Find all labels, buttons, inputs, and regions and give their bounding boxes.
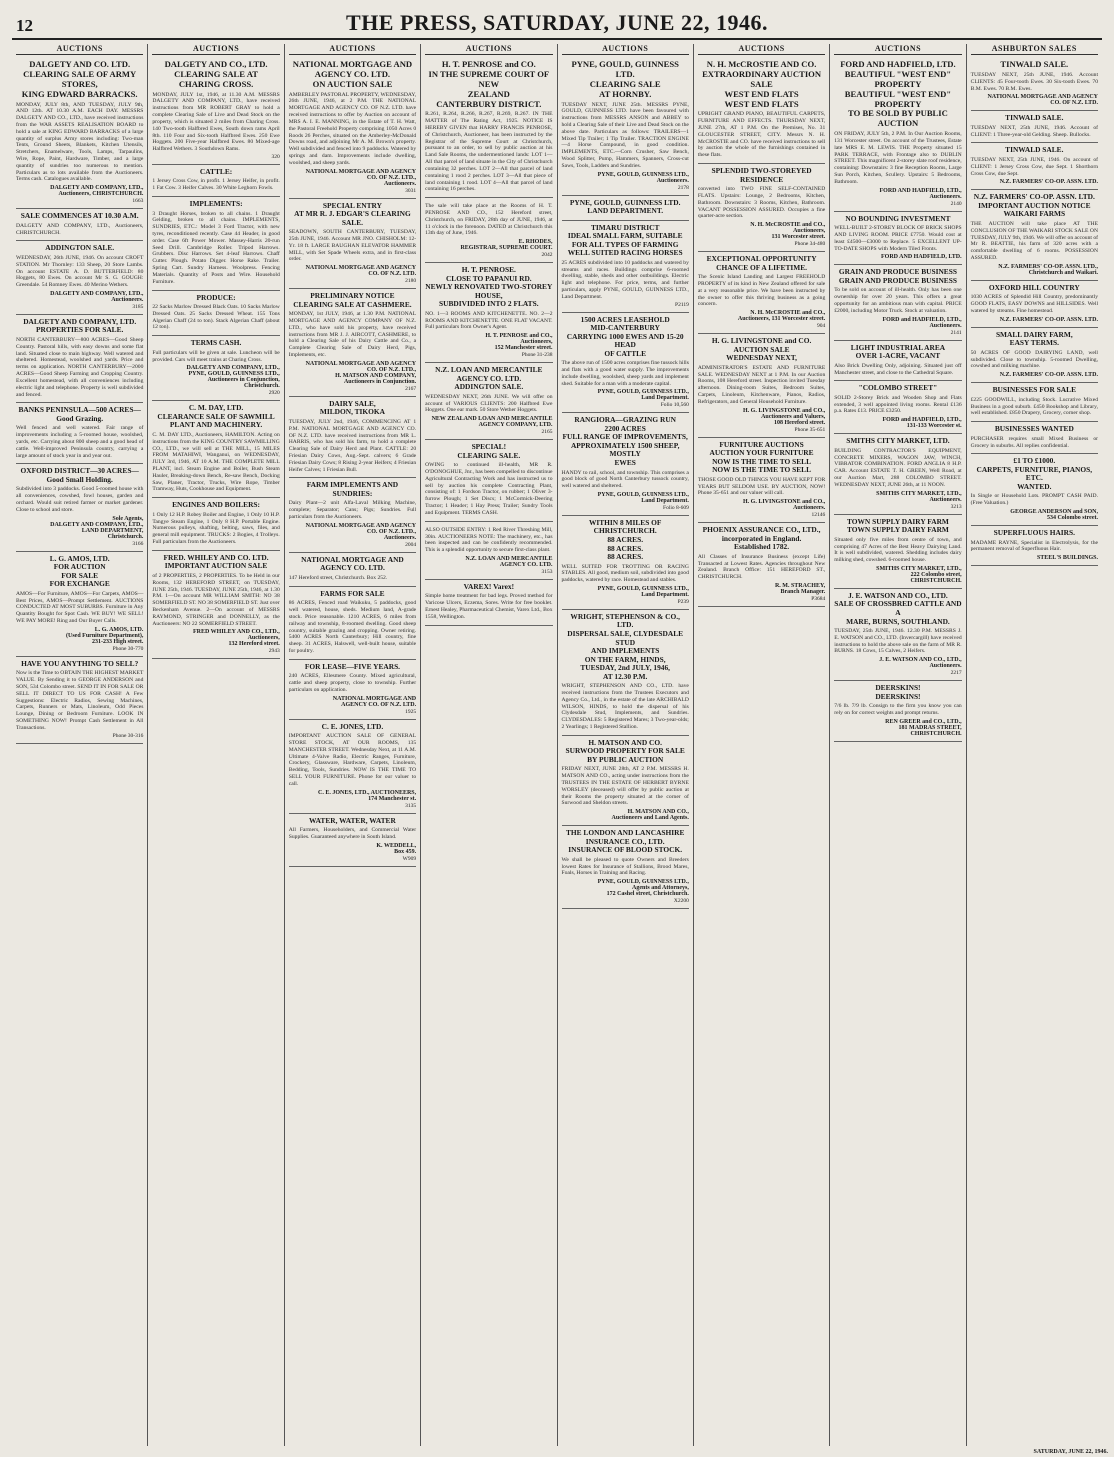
column-6: [694, 44, 830, 1446]
ad-body: MONDAY, 1st JULY, 1946, at 1.30 P.M. NATIONAL MORTGAGE AND AGENCY COMPANY OF N.Z. LTD., who have sold his property, have received instructions from MR J. J. AIRCOTT, CASHMERE, to hold a Clearing Sale of his Dairy Cattle and Co., a Complete Clearing Sale of Dairy Herd, Pigs, Implements, etc.: [288, 311, 417, 359]
ad-heading: BUSINESSES WANTED: [994, 424, 1074, 434]
ad-signature: NATIONAL MORTGAGE AND AGENCY CO. OF N.Z. LTD.: [332, 695, 417, 708]
ad-reference: Folio 10,560: [660, 402, 689, 409]
classified-ad: [16, 657, 143, 744]
classified-ad: [834, 381, 961, 434]
column-heading: AUCTIONS: [152, 44, 279, 55]
ad-heading: PYNE, GOULD, GUINNESS LTD. LAND DEPARTMENT.: [569, 197, 681, 216]
ad-body: SEADOWN, SOUTH CANTERBURY, TUESDAY, 25th JUNE, 1946. Account MR JNO. CHISHOLM: 12-Yr. 18 ft. LARGE BAUGHAN ELEVATOR HAMMER MILL, with Set Spade Wheels extra, and in first-class order.: [288, 229, 417, 263]
classified-ad: [834, 515, 961, 589]
ad-heading: DAIRY SALE, MILDON, TIKOKA: [319, 398, 386, 417]
column-5: [558, 44, 694, 1446]
ad-body: TUESDAY NEXT, 25th JUNE, 1946. On account of CLIENT: 1 Jersey Cross Cow, due Sept. 1 Shorthorn Cross Cow, due Sept.: [970, 156, 1098, 177]
ad-signature: N.Z. LOAN AND MERCANTILE AGENCY CO. LTD.: [465, 555, 553, 568]
ad-heading: CATTLE:: [199, 166, 233, 176]
ad-heading: BUSINESSES FOR SALE: [992, 385, 1076, 395]
ad-heading: TINWALD SALE.: [1005, 145, 1064, 155]
classified-ad: [971, 422, 1098, 454]
ad-signature: DALGETY AND COMPANY, LTD., PYNE, GOULD, GUINNESS LTD., Auctioneers in Conjunction, Christchurch.: [186, 365, 280, 390]
ad-heading: THE LONDON AND LANCASHIRE INSURANCE CO., LTD. INSURANCE OF BLOOD STOCK.: [565, 828, 685, 855]
ad-body: All Classes of Insurance Business (except Life) Transacted at Lowest Rates. Agencies throughout New Zealand. Branch Office: 151 HEREFORD ST., CHRISTCHURCH.: [697, 553, 826, 581]
ad-heading: NATIONAL MORTGAGE AND AGENCY CO. LTD. ON AUCTION SALE: [292, 59, 413, 89]
ad-heading: ADDINGTON SALE.: [45, 243, 115, 253]
classified-ad: [152, 197, 279, 290]
column-8: [967, 44, 1102, 1446]
column-heading: AUCTIONS: [834, 44, 961, 55]
ad-heading: £1 TO £1000. CARPETS, FURNITURE, PIANOS, ETC. WANTED.: [976, 456, 1093, 491]
ad-body: TUESDAY NEXT, 25th JUNE, 1946. Account CLIENTS: 45 Four-tooth Ewes. 30 Six-tooth Ewes. 70 B.M. Ewes. 70 B.M. Ewes.: [970, 71, 1098, 92]
classified-ad: [971, 143, 1098, 190]
ad-heading: OXFORD DISTRICT—30 ACRES—Good Small Holding.: [20, 466, 139, 484]
ad-signature: H. G. LIVINGSTONE and CO., Auctioneers.: [743, 499, 826, 512]
classified-ad: [834, 341, 961, 382]
ad-body: of 2 PROPERTIES, 2 PROPERTIES. To be Held in our Rooms, 132 HEREFORD STREET, on TUESDAY, JUNE 25th, 1946. TUESDAY, JUNE 25th, 1946, at 1.30 P.M. 1—On account MR WILLIAM SMITH: NO 38 SOMERFIELD ST. NO 38 SOMERFIELD ST. Just over Beckenham Avenue. 2—On account of MESSRS RAYMOND, STRINGER and DONNELLY, as the Auctioneers: NO 22 SOMERFIELD STREET.: [152, 572, 280, 627]
ad-signature: N.Z. FARMERS' CO-OP. ASSN. LTD.: [999, 372, 1098, 379]
ad-body: 50 ACRES OF GOOD DAIRYING LAND, well subdivided. Close to township. 5-roomed Dwelling, cowshed and milking machine.: [970, 349, 1098, 370]
ad-reference: 2042: [541, 252, 553, 259]
ad-heading: NO BOUNDING INVESTMENT: [845, 213, 951, 223]
ad-signature: NATIONAL MORTGAGE AND AGENCY CO. OF N.Z. LTD., Auctioneers.: [305, 168, 417, 187]
ad-reference: 1663: [132, 198, 144, 205]
ad-reference: 1925: [405, 708, 417, 715]
ad-heading: LIGHT INDUSTRIAL AREA OVER 1-ACRE, VACANT: [850, 342, 946, 361]
ad-signature: N.Z. FARMERS' CO-OP. ASSN. LTD., Christchurch and Waikari.: [998, 263, 1098, 276]
classified-ad: [971, 328, 1098, 383]
ad-body: 1 Jersey Cross Cow, in profit. 1 Jersey Heifer, in profit. 1 Fat Cow. 3 Heifer Calves. 30 White Leghorn Fowls.: [152, 178, 280, 192]
ad-signature: N. H. McCROSTIE and CO., Auctioneers, 131 Worcester street.: [737, 310, 826, 323]
ad-reference: X2200: [673, 898, 689, 905]
ad-signature: FORD and HADFIELD, LTD., 131-133 Worcester st.: [882, 417, 962, 430]
ad-heading: SUPERFLUOUS HAIRS.: [993, 528, 1075, 538]
ad-reference: 904: [817, 323, 826, 330]
ad-reference: 3031: [405, 187, 417, 194]
ad-heading: "COLOMBO STREET": [858, 383, 938, 393]
ad-body: WEDNESDAY NEXT, 26th JUNE. We will offer on account of VARIOUS CLIENTS: 200 Halfbred Ewe Hoggets. One ear mark. 50 Store Wether Hoggets.: [425, 393, 553, 414]
ad-reference: 2217: [950, 670, 962, 677]
classified-ad: [425, 522, 552, 580]
ad-heading: TIMARU DISTRICT IDEAL SMALL FARM, SUITABLE FOR ALL TYPES OF FARMING WELL SUITED RACING HORSES: [567, 222, 683, 258]
ad-body: 7/6 lb. 7/9 lb. Consign to the firm you know you can rely on for correct weights and prompt returns.: [834, 703, 962, 717]
classified-ad: [289, 587, 416, 660]
ad-body: In Single or Household Lots. PROMPT CASH PAID. (Free Valuation.): [970, 493, 1098, 507]
classified-ad: [562, 610, 689, 736]
ad-body: To be sold on account of ill-health. Only has been one ownership for over 20 years. This offers a great opportunity for an ambitious man with capital. PRICE £2000, including Motor Truck. Stock at valuation.: [834, 287, 962, 314]
classified-ad: [425, 263, 552, 363]
ad-signature: K. WEDDELL, Box 459.: [376, 842, 417, 855]
ad-body: 147 Hereford street, Christchurch. Box 252.: [288, 574, 388, 581]
ad-reference: 2004: [405, 541, 417, 548]
ad-signature: NATIONAL MORTGAGE AND AGENCY CO. OF N.Z. LTD., Auctioneers.: [305, 522, 417, 541]
ad-signature: N.Z. FARMERS' CO-OP. ASSN. LTD.: [999, 179, 1098, 186]
ad-heading: WATER, WATER, WATER: [309, 815, 396, 825]
classified-ad: [16, 464, 143, 551]
ad-heading: FARM IMPLEMENTS AND SUNDRIES:: [306, 480, 399, 498]
ad-heading: FORD AND HADFIELD, LTD. BEAUTIFUL "WEST END" PROPERTY BEAUTIFUL "WEST END" PROPERTY TO BE SOLD BY PUBLIC AUCTION: [840, 59, 956, 129]
ad-signature: L. G. AMOS, LTD. (Used Furniture Department), 231-233 High street.: [65, 626, 144, 645]
ad-body: MONDAY, JULY 1st, 1946, at 11.30 A.M. MESSRS DALGETY AND COMPANY, LTD., have received instructions from MR ROBERT GRAY to hold a complete Clearing Sale of Live and Dead Stock on the property, which is situated 2 miles from Charing Cross. 140 Two-tooth Halfbred Ewes, South down rams April 8th. 110 Four and Six-tooth Halfbred Ewes. 250 Ewe Hoggets. 200 Five-year Halfbred Ewes. 80 Mixed-age Halfbred Wethers. 3 Southdown Rams.: [152, 91, 280, 153]
classified-ad: [425, 580, 552, 626]
ad-reference: P239: [677, 598, 689, 605]
ad-body: Also Brick Dwelling Only, adjoining. Situated just off Manchester street, and close to the Cathedral Square.: [834, 362, 962, 376]
classified-ad: [16, 241, 143, 315]
newspaper-title: THE PRESS, SATURDAY, JUNE 22, 1946.: [346, 10, 768, 35]
classified-ad: [16, 315, 143, 403]
classified-ad: [152, 498, 279, 551]
classified-ad: [971, 454, 1098, 526]
ad-signature: FRED WHILEY AND CO., LTD., Auctioneers, 132 Hereford street.: [192, 629, 280, 648]
ad-body: ON FRIDAY, JULY 5th, 2 P.M. In Our Auction Rooms, 131 Worcester street. On account of the Trustees, Estate late MRS E. M. LEWIS. THE Property situated 15 PARK TERRACE, with Frontage also to DUBLIN STREET. This magnificent 2-storey slate roof residence, containing: Downstairs: 3 fine Reception Rooms, Large Sun Porch, Kitchen, Scullery. Upstairs: 5 Bedrooms, Bathroom.: [834, 131, 962, 185]
ad-heading: BANKS PENINSULA—500 ACRES—Good Grazing.: [18, 405, 141, 423]
ad-body: TUESDAY, JULY 2nd, 1946, COMMENCING AT 1 P.M. NATIONAL MORTGAGE AND AGENCY CO. OF N.Z. LTD. have received instructions from MR L. HARRIS, who has sold his farm, to hold a complete Clearing Sale of Dairy Herd and Plant. CATTLE: 20 Friesian Dairy Cows, Aug.-Sept. calvers; 6 Grade Friesian Dairy Cows; 8 Rising 2-year Heifers; 4 Friesian Heifer Calves; 1 Friesian Bull.: [288, 418, 417, 473]
ad-heading: VAREX! Varex!: [463, 581, 515, 591]
ad-body: ADMINISTRATOR'S ESTATE AND FURNITURE SALE. WEDNESDAY NEXT at 1 P.M. In our Auction Rooms, 108 Hereford street. Inspection invited Tuesday afternoon. Dining-room Suites, Bedroom Suites, Carpets, Linoleum, Kitchenware, Pianos, Radios, Refrigerators, and General Household Furniture.: [697, 364, 826, 405]
ad-body: 22 Sacks Marlow Dressed Black Oats. 10 Sacks Marlow Dressed Oats. 25 Sacks Dressed Wheat. 155 Tons Algerian Chaff (24 to ton). Stack Algerian Chaff (about 12 ton).: [152, 304, 280, 331]
column-4: [421, 44, 557, 1446]
column-2: [148, 44, 284, 1446]
classified-ad: [698, 252, 825, 334]
ad-body: 86 ACRES, Fenced road Waikuku, 5 paddocks, good well watered, house, sheds. Medium land, A-grade stock. Price reasonable. 1210 ACRES, 6 miles from railway and township, 8-roomed dwelling. Good sheep country, suitable grazing and cropping. Owner retiring. 5400 ACRES North Canterbury; Hill country, fine sheep. 31 ACRES, Halswell, well-built house, suitable for poultry.: [288, 600, 417, 654]
ad-heading: RANGIORA—GRAZING RUN 2200 ACRES FULL RANGE OF IMPROVEMENTS, APPROXIMATELY 1500 SHEEP, MOSTLY EWES: [562, 415, 688, 467]
footer-date: SATURDAY, JUNE 22, 1946.: [1033, 1449, 1108, 1455]
ad-signature: J. E. WATSON AND CO., LTD., Auctioneers.: [879, 657, 962, 670]
classified-ad: [971, 383, 1098, 422]
ad-reference: Phone 30-316: [112, 732, 144, 739]
ad-heading: J. E. WATSON AND CO., LTD. SALE OF CROSSBRED CATTLE AND A MARE, BURNS, SOUTHLAND.: [834, 590, 962, 626]
ad-reference: Phone 30-770: [112, 645, 144, 652]
column-7: [830, 44, 966, 1446]
ad-body: FRIDAY NEXT, JUNE 28th, AT 2 P.M. MESSRS H. MATSON AND CO., acting under instructions from the TRUSTEES IN THE ESTATE OF HERBERT BYRNE WORSLEY (deceased) will offer by public auction at their Rooms the property situated at the corner of Surwood and Sheldon streets.: [561, 766, 689, 807]
classified-ad: [152, 551, 279, 660]
ad-body: OWING to continued ill-health, MR R. O'DONOGHUE, Jnr., has been compelled to discontinue Agricultural Contracting Work and has instructed us to sell by auction his complete Contracting Plant, consisting of: 1 Fordson Tractor, on rubber; 1 Oliver 3-furrow Plough; 1 Set Discs; 1 McCormick-Deering Tractor; 1 Header; 1 Hay Press; Trailer; Sundry Tools and Equipment. TERMS CASH.: [425, 462, 553, 516]
ad-body: 1 Only 12 H.P. Robey Boiler and Engine, 1 Only 10 H.P. Tangye Steam Engine, 1 Only 8 H.P. Portable Engine. Numerous pulleys, shafting, belting, saws, files, and general mill equipment. TRUCKS: 2 Bogies, 4 Trolleys. Full particulars from the Auctioneers.: [152, 511, 280, 546]
ad-body: NORTH CANTERBURY—800 ACRES—Good Sheep Country. Pastoral hills, with easy downs and some flat land. Situated close to main highway. Well watered and sheltered. Homestead, woolshed and yards. Price and terms on application. NORTH CANTERBURY—2000 ACRES—Good Sheep Farming and Cropping Country. Excellent homestead, with all conveniences including electric light and telephone. Property is well subdivided and fenced.: [16, 337, 144, 398]
ad-signature: PYNE, GOULD, GUINNESS LTD., Agents and Attorneys, 172 Cashel street, Christchurch.: [597, 879, 689, 898]
ad-body: WELL-BUILT 2-STOREY BLOCK OF BRICK SHOPS AND LIVING ROOM. PRICE £7750. Would cost at least £4500—£3000 to Replace. 5 EXCELLENT UP-TO-DATE SHOPS with Modern Tiled Fronts.: [834, 225, 962, 252]
ad-body: 240 ACRES, Ellesmere County. Mixed agricultural, cattle and sheep property, close to township. Further particulars on application.: [288, 673, 417, 693]
ad-body: R.261, R.264, R.266, R.267, R.269, R.267. IN THE MATTER of The Rating Act, 1925. NOTICE IS HEREBY GIVEN that HARRY FRANCIS PENROSE, of Christchurch, Auctioneer, has been instructed by the Registrar of the Supreme Court at Christchurch, pursuant to an order, to sell by public auction at his Land Sale Rooms, the undermentioned lands: LOT 1—All that parcel of land situate in the City of Christchurch containing 32 perches. LOT 2—All that parcel of land containing 1 rood 2 perches. LOT 3—All that piece of land containing 1 rood. LOT 4—All that parcel of land containing 16 perches.: [425, 111, 553, 193]
classified-ad: [698, 57, 825, 164]
classified-ad: [152, 291, 279, 337]
ad-body: Full particulars will be given at sale. Luncheon will be provided. Cars will meet trains at Charing Cross.: [152, 349, 280, 363]
classified-ad: [971, 57, 1098, 111]
classified-ad: [834, 434, 961, 514]
ad-heading: FRED. WHILEY AND CO. LTD. IMPORTANT AUCTION SALE: [163, 552, 269, 571]
ad-signature: NATIONAL MORTGAGE AND AGENCY CO. OF N.Z. LTD.: [305, 265, 417, 278]
ad-reference: P2119: [675, 301, 689, 308]
ad-body: PURCHASER requires small Mixed Business or Grocery in suburbs. All replies confidential.: [970, 435, 1098, 449]
classified-ad: [16, 209, 143, 241]
ad-heading: DALGETY AND CO., LTD. CLEARING SALE AT CHARING CROSS.: [164, 59, 268, 89]
ad-heading: FURNITURE AUCTIONS AUCTION YOUR FURNITURE NOW IS THE TIME TO SELL NOW IS THE TIME TO SELL: [709, 439, 814, 475]
ad-heading: FARMS FOR SALE: [320, 588, 385, 598]
ad-body: NO. 1—3 ROOMS AND KITCHENETTE. NO. 2—2 ROOMS AND KITCHENETTE. ONE FLAT VACANT. Full particulars from Owner's Agent.: [425, 310, 553, 331]
ad-signature: Sole Agents, DALGETY AND COMPANY, LTD., LAND DEPARTMENT, Christchurch.: [50, 515, 144, 540]
ad-heading: H. G. LIVINGSTONE and CO. AUCTION SALE WEDNESDAY NEXT,: [711, 336, 812, 363]
classified-ad: [289, 660, 416, 720]
ad-body: AMBERLEY PASTORAL PROPERTY, WEDNESDAY, 26th JUNE, 1946, at 2 P.M. THE NATIONAL MORTGAGE AND AGENCY CO. OF N.Z. LTD. have received instructions to offer by Auction on account of MRS A. I. E. MANNING, in the Estate of T. H. Watt, the Pastoral Freehold Property comprising 1050 Acres 0 Roods 26 Perches, situated on the Amberley-McDonald Downs road, and adjoining Mr A. M. Brown's property. Well subdivided and fenced into 9 paddocks. Watered by springs and dam. Improvements include dwelling, woolshed, and sheep yards.: [288, 91, 417, 166]
columns-container: [12, 44, 1102, 1446]
classified-ad: [289, 478, 416, 552]
ad-body: ALSO OUTSIDE ENTRY: 1 Red River Threshing Mill, 30in. AUCTIONEERS NOTE: The machinery, etc., has been inspected and can be confidently recommended. This is a splendid opportunity to secure first-class plant.: [425, 526, 553, 554]
ad-signature: C. E. JONES, LTD., AUCTIONEERS, 174 Manchester st.: [317, 789, 417, 802]
column-heading: AUCTIONS: [16, 44, 143, 55]
ad-body: Dairy Plant—2 unit Alfa-Laval Milking Machine, complete; Separator; Cans; Pigs; Sundries. Full particulars from the Auctioneers.: [288, 500, 417, 521]
ad-heading: N.Z. FARMERS' CO-OP. ASSN. LTD. IMPORTANT AUCTION NOTICE WAIKARI FARMS: [973, 192, 1095, 219]
ad-signature: NEW ZEALAND LOAN AND MERCANTILE AGENCY COMPANY, LTD.: [431, 416, 553, 429]
ad-heading: PYNE, GOULD, GUINNESS LTD. CLEARING SALE AT HORNBY.: [571, 59, 679, 99]
ad-signature: N. H. McCROSTIE and CO., Auctioneers, 131 Worcester street.: [750, 222, 826, 241]
ad-body: 3 Draught Horses, broken to all chains. 1 Draught Gelding, broken to all chains. IMPLEMENTS, SUNDRIES, ETC.: Model 3 Ford Tractor, with new tyres, reconditioned recently. Case 44 Header, in good order. Case 6ft Power Mower. Massey-Harris 20-run Seed Drill. Cambridge Roller. Tripod Harrows. Grubbers. Disc Harrows. Set 4-leaf Harrows. Chaff Cutter. Plough. Potato Digger. Horse Rake. Trailer. Spring Cart. Sundry Harness. Woolpress. Fencing Materials. Quantity of Posts and Wire. Household Furniture.: [152, 210, 280, 285]
ad-reference: 3135: [405, 802, 417, 809]
ad-heading: PRELIMINARY NOTICE CLEARING SALE AT CASHMERE.: [293, 291, 412, 309]
ad-heading: TOWN SUPPLY DAIRY FARM TOWN SUPPLY DAIRY FARM: [846, 516, 949, 535]
ad-reference: 2167: [405, 385, 417, 392]
classified-ad: [289, 289, 416, 397]
ad-body: The Scenic Island Landing and Largest FREEHOLD PROPERTY of its kind in New Zealand offered for sale at a very reasonable price. We have been instructed by the owner to offer this thriving business as a going concern.: [697, 274, 826, 308]
masthead: [12, 10, 1102, 40]
classified-ad: [834, 589, 961, 681]
ad-body: All Farmers, Householders, and Commercial Water Supplies. Guaranteed anywhere in South Island.: [288, 827, 417, 841]
classified-ad: [289, 199, 416, 290]
classified-ad: [698, 523, 825, 607]
ad-body: MONDAY, JULY 8th, AND TUESDAY, JULY 9th, AND 12th. AT 10.30 A.M. EACH DAY. MESSRS DALGETY AND CO., LTD., have received instructions from the WAR ASSETS REALISATION BOARD to hold a sale at KING EDWARD BARRACKS of a large quantity of surplus Army stores including: Two-man Tents, Ground Sheets, Blankets, Kitchen Utensils, Stretchers, Enamelware, Tools, Lamps, Tarpaulins, Wire, Rope, Paint, Hardware, Timber, and a large quantity of sundries too numerous to mention. Particulars as to lots available from the Auctioneers. Terms cash. Catalogues available.: [16, 101, 144, 183]
ad-body: SOLID 2-Storey Brick and Wooden Shop and Flats extended, 3 well appointed living rooms. Rental £136 p.a. Rates £13. PRICE £3250.: [834, 394, 962, 415]
column-heading: ASHBURTON SALES: [971, 44, 1098, 55]
column-heading: AUCTIONS: [289, 44, 416, 55]
ad-heading: OXFORD HILL COUNTRY: [988, 282, 1080, 292]
classified-ad: [698, 164, 825, 252]
classified-ad: [152, 57, 279, 165]
ad-body: THOSE GOOD OLD THINGS YOU HAVE KEPT FOR YEARS BUT SELDOM USE. BY AUCTION, NOW! Phone 35-651 and our valuer will call.: [697, 476, 826, 497]
ad-signature: GEORGE ANDERSON and SON, 534 Colombo street.: [1010, 509, 1098, 522]
ad-heading: IMPLEMENTS:: [189, 199, 243, 209]
ad-signature: STEEL'S BUILDINGS.: [1036, 555, 1098, 562]
ad-heading: WITHIN 8 MILES OF CHRISTCHURCH. 88 ACRES. 88 ACRES. 88 ACRES.: [588, 517, 662, 562]
classified-ad: [152, 401, 279, 498]
classified-ad: [562, 413, 689, 516]
classified-ad: [16, 552, 143, 657]
ad-reference: 3153: [541, 568, 553, 575]
classified-ad: [425, 198, 552, 263]
ad-signature: DALGETY AND COMPANY, LTD., Auctioneers, CHRISTCHURCH.: [50, 185, 144, 198]
ad-heading: EXCEPTIONAL OPPORTUNITY CHANCE OF A LIFETIME.: [706, 254, 817, 272]
classified-ad: [971, 281, 1098, 328]
classified-ad: [425, 363, 552, 440]
ad-signature: R. M. STRACHEY, Branch Manager.: [774, 582, 826, 595]
ad-body: BUILDING CONTRACTOR'S EQUIPMENT, CONCRETE MIXERS, WAGON JAW, WINCH, VIBRATOR COMBINATION. FORD ANGLIA 8 H.P. CAR. Account ESTATE T. H. GREEN, Well Road, at our Auction Mart, 288 COLOMBO STREET. WEDNESDAY NEXT, JUNE 26th, at 11 NOON.: [834, 447, 962, 488]
ad-heading: SPECIAL ENTRY AT MR R. J. EDGAR'S CLEARING SALE.: [294, 200, 411, 227]
classified-ad: [562, 736, 689, 826]
ad-heading: N.Z. LOAN AND MERCANTILE AGENCY CO. LTD. ADDINGTON SALE.: [435, 365, 543, 392]
ad-reference: 2943: [268, 648, 280, 655]
ad-body: Simple home treatment for bad legs. Proved method for Varicose Ulcers, Eczema, Sores. Write for free booklet. Ernest Healey, Pharmaceutical Chemist, Varex Ltd., Box 1558, Wellington.: [425, 593, 553, 620]
ad-heading: NATIONAL MORTGAGE AND AGENCY CO. LTD.: [301, 554, 404, 573]
ad-heading: FOR LEASE—FIVE YEARS.: [304, 661, 401, 671]
ad-heading: TINWALD SALE.: [1005, 113, 1064, 123]
ad-heading: GRAIN AND PRODUCE BUSINESS GRAIN AND PRODUCE BUSINESS: [838, 267, 957, 285]
ad-reference: Phone 34-480: [794, 241, 826, 248]
classified-ad: [562, 196, 689, 221]
ad-heading: C. E. JONES, LTD.: [321, 721, 384, 731]
classified-ad: [971, 190, 1098, 280]
ad-heading: H. MATSON AND CO. SURWOOD PROPERTY FOR SALE BY PUBLIC AUCTION: [565, 737, 685, 764]
ad-body: £225 GOODWILL, including Stock. Lucrative Mixed Business in a good suburb. £450 Bookshop and Library, well established. £850 Drapery, Grocery, corner shop.: [970, 396, 1098, 417]
ad-body: WRIGHT, STEPHENSON AND CO., LTD. have received instructions from the Trustees Executors and Agency Co., Ltd., in the estate of the late ARCHIBALD WILSON, HINDS, to hold the dispersal of his Clydesdale Stud, Implements, and Sundries. CLYDESDALES: 5 Registered Mares; 3 Two-year-olds; 2 Yearlings; 1 Registered Stallion.: [561, 683, 689, 730]
ad-reference: W909: [402, 855, 417, 862]
ad-heading: 1500 ACRES LEASEHOLD MID-CANTERBURY CARRYING 1000 EWES AND 15-20 HEAD OF CATTLE: [566, 314, 684, 358]
ad-body: DALGETY AND COMPANY, LTD., Auctioneers, CHRISTCHURCH.: [16, 222, 144, 236]
ad-signature: PYNE, GOULD, GUINNESS LTD., Land Department.: [597, 585, 689, 598]
ad-heading: ENGINES AND BOILERS:: [172, 500, 260, 510]
classified-ad: [698, 334, 825, 437]
ad-body: TUESDAY, 25th JUNE, 1946. 12.30 P.M. MESSRS J. E. WATSON and CO., LTD. (Invercargill) have received instructions to hold the above sale on the farm of MR R. BURNS. 18 Cows, 15 Calves, 2 Heifers.: [834, 628, 962, 655]
ad-body: Now is the Time to OBTAIN THE HIGHEST MARKET VALUE. By Sending it to GEORGE ANDERSON and SON, 534 Colombo street. SEND IT IN FOR SALE OR SELL IT DIRECT TO US FOR CASH! A Few Suggestions: Electric Radios, Sewing Machines, Carpets, Runners or Mats, Linoleum, Odd Pieces Lounge, Dining or Bedroom Furniture. LOOK IN SOMETHING NOW! Prompt Cash Settlement in All Transactions.: [16, 670, 144, 731]
ad-body: TUESDAY NEXT, 25th JUNE, 1946. Account of CLIENT: 1 Three-year-old Gelding. Sheep. Bullocks.: [970, 124, 1098, 138]
ad-body: Well fenced and well watered. Fair range of improvements including a 5-roomed house, woolshed, yards, etc. Carrying about 800 sheep and a good head of cattle. Well-improved Peninsula country, carrying a large amount of stock year in and year out.: [16, 425, 144, 459]
classified-ad: [834, 212, 961, 266]
ad-reference: 3185: [132, 303, 144, 310]
classified-ad: [834, 265, 961, 340]
classified-ad: [289, 397, 416, 479]
ad-heading: TINWALD SALE.: [1000, 59, 1069, 69]
ad-body: 1030 ACRES of Splendid Hill Country, predominantly GOOD FLATS, EASY DOWNS and HILLSIDES. Well watered by streams. Fine homestead.: [970, 294, 1098, 314]
ad-heading: TERMS CASH.: [190, 338, 242, 348]
ad-heading: L. G. AMOS, LTD. FOR AUCTION FOR SALE FOR EXCHANGE: [49, 553, 110, 589]
column-heading: AUCTIONS: [425, 44, 552, 55]
ad-body: HANDY to rail, school, and township. This comprises a good block of good North Canterbury tussock country, well watered and sheltered.: [561, 469, 689, 490]
ad-heading: PRODUCE:: [196, 292, 236, 302]
ad-heading: SMALL DAIRY FARM, EASY TERMS.: [995, 329, 1073, 348]
ad-signature: FORD AND HADFIELD, LTD., Auctioneers.: [879, 187, 962, 200]
ad-body: TUESDAY NEXT, JUNE 25th. MESSRS PYNE, GOULD, GUINNESS LTD. have been favoured with instructions from MESSRS ANSON and ABBEY to hold a Clearing Sale of their Live and Dead Stock on the above date. Particulars as follows: TRAILERS—1 Mixed Tip Trailer; 1 Tip Trailer. TRACTION ENGINE—4 Horse Compound, in good condition. IMPLEMENTS, ETC.—Corn Crusher, Saw Bench, Wood Splitter, Pump, Hammers, Spanners, Cross-cut Saws, Tools, Ladders and Sundries.: [561, 101, 689, 169]
ad-signature: SMITHS CITY MARKET, LTD., 222 Colombo street, CHRISTCHURCH.: [876, 565, 962, 584]
ad-reference: Phone 31-238: [521, 352, 553, 359]
ad-body: The sale will take place at the Rooms of H. T. PENROSE AND CO., 152 Hereford street, Christchurch, on FRIDAY, 28th day of JUNE, 1946, at 11 o'clock in the forenoon. DATED at Christchurch this 13th day of June, 1946.: [425, 203, 553, 237]
classified-ad: [698, 438, 825, 524]
ad-body: WELL SUITED FOR TROTTING OR RACING STABLES. All good, medium soil, subdivided into good paddocks, watered by race. Homestead and stables.: [561, 563, 689, 584]
ad-signature: N.Z. FARMERS' CO-OP. ASSN. LTD.: [999, 316, 1098, 323]
classified-ad: [562, 826, 689, 909]
page-number: 12: [16, 16, 33, 35]
classified-ad: [834, 57, 961, 212]
classified-ad: [289, 57, 416, 199]
ad-heading: SALE COMMENCES AT 10.30 A.M.: [20, 211, 139, 221]
ad-signature: DALGETY AND COMPANY, LTD., Auctioneers.: [50, 290, 144, 303]
ad-body: Subdivided into 3 paddocks. Good 5-roomed house with all conveniences, cowshed, fowl houses, garden and orchard. Would suit retired farmer or market gardener. Close to school and store.: [16, 486, 144, 513]
ad-heading: DALGETY AND COMPANY, LTD. PROPERTIES FOR SALE.: [23, 316, 137, 335]
ad-reference: 12146: [811, 512, 826, 519]
classified-ad: [562, 516, 689, 610]
ad-body: AMOS—For Furniture, AMOS—For Carpets, AMOS—Best Prices, AMOS—Prompt Settlement. AUCTIONS CONDUCTED AT MOST SUBURBS. Furniture in Any Quantity Bought for Spot Cash. WE BUY! WE SELL! WE PAY MORE! Ring and Our Buyer Calls.: [16, 590, 144, 624]
ad-signature: H. T. PENROSE and CO., Auctioneers, 152 Manchester street.: [485, 333, 553, 352]
classified-ad: [971, 111, 1098, 143]
ad-body: The above run of 1500 acres comprises fine tussock hills and flats with a good water supply. The improvements include dwelling, woolshed, sheep yards and implement shed. Suitable for a man with a moderate capital.: [561, 360, 689, 387]
classified-ad: [562, 313, 689, 414]
classified-ad: [562, 57, 689, 196]
classified-ad: [289, 814, 416, 867]
classified-ad: [289, 720, 416, 814]
classified-ad: [152, 336, 279, 401]
ad-signature: FORD and HADFIELD, LTD., Auctioneers.: [882, 316, 962, 329]
ad-signature: PYNE, GOULD, GUINNESS LTD., Land Department.: [597, 491, 689, 504]
ad-heading: N. H. McCROSTIE AND CO. EXTRAORDINARY AUCTION SALE WEST END FLATS WEST END FLATS: [702, 59, 822, 109]
ad-signature: NATIONAL MORTGAGE AND AGENCY CO. OF N.Z. LTD.: [987, 94, 1098, 107]
ad-reference: 2920: [268, 390, 280, 397]
ad-reference: 2140: [950, 200, 962, 207]
classified-ad: [152, 165, 279, 197]
ad-heading: HAVE YOU ANYTHING TO SELL?: [21, 658, 139, 668]
ad-body: WEDNESDAY, 26th JUNE, 1946. On account CROFT STATION. Mr Thornley: 133 Sheep, 20 Store Lambs. On account ESTATE A. D. BUTTERFIELD: 80 Hoggets, 80 Ewes. On account Mr S. G. GOUGH: Greendale. 54 Romney Ewes. 40 Merino Wethers.: [16, 254, 144, 289]
column-heading: AUCTIONS: [698, 44, 825, 55]
ad-reference: 320: [271, 153, 280, 160]
ad-heading: C. M. DAY, LTD. CLEARANCE SALE OF SAWMILL PLANT AND MACHINERY.: [157, 403, 275, 430]
classified-ad: [971, 526, 1098, 566]
ad-heading: WRIGHT, STEPHENSON & CO., LTD. DISPERSAL SALE, CLYDESDALE STUD AND IMPLEMENTS ON THE FARM, HINDS, TUESDAY, 2nd JULY, 1946, AT 12.30 P.M.: [567, 611, 684, 681]
classified-ad: [562, 221, 689, 313]
ad-reference: P3684: [811, 595, 826, 602]
ad-body: UPRIGHT GRAND PIANO, BEAUTIFUL CARPETS, FURNITURE AND EFFECTS. THURSDAY NEXT, JUNE 27th, AT 1 P.M. On the Premises, No. 31 GLOUCESTER STREET, CITY. Messrs N. H. McCROSTIE and CO. have received instructions to sell by auction the whole of the furnishings contained in these flats.: [697, 111, 826, 159]
ad-body: Situated only five miles from centre of town, and comprising 47 Acres of the Best Heavy Dairying Land. It is well subdivided, watered. Shedding includes dairy milking shed, cowshed. 6-roomed house.: [834, 536, 962, 564]
ad-reference: 3166: [132, 540, 144, 547]
ad-body: IMPORTANT AUCTION SALE OF GENERAL STORE STOCK, AT OUR ROOMS, 135 MANCHESTER STREET. Wednesday Next, at 11 A.M. Ultimate 4-Valve Radio, Electric Ranges, Furniture, Crockery, Glassware, Hardware, Carpets, Linoleum, Bedding, Tools, Sundries. NOW IS THE TIME TO SELL YOUR FURNITURE. Phone for our valuer to call.: [288, 733, 417, 787]
ad-heading: DALGETY AND CO. LTD. CLEARING SALE OF ARMY STORES, KING EDWARD BARRACKS.: [21, 59, 138, 99]
classified-ad: [289, 553, 416, 587]
ad-reference: 2180: [405, 278, 417, 285]
ad-signature: FORD AND HADFIELD, LTD.: [881, 254, 962, 261]
classified-ad: [16, 403, 143, 464]
ad-signature: E. RHODES, REGISTRAR, SUPREME COURT.: [460, 239, 553, 252]
ad-heading: PHOENIX ASSURANCE CO., LTD., incorporated in England. Established 1782.: [702, 525, 821, 552]
ad-heading: SPLENDID TWO-STOREYED RESIDENCE: [711, 166, 812, 184]
ad-reference: 3213: [950, 503, 962, 510]
classified-ad: [16, 57, 143, 209]
ad-signature: H. MATSON AND CO., Auctioneers and Land Agents.: [611, 809, 689, 822]
ad-body: THE AUCTION will take place AT THE CONCLUSION OF THE WAIKARI STOCK SALE ON TUESDAY, JULY 9th, 1946. We will offer on account of Mr R. BEATTIE, his farm of 320 acres with a comfortable dwelling of 6 rooms. POSSESSION ASSURED.: [970, 220, 1098, 262]
ad-body: 25 ACRES subdivided into 10 paddocks and watered by streams and races. Buildings comprise 6-roomed dwelling, stable, sheds and other outbuildings. Electric light and telephone. For price, terms, and further particulars, apply PYNE, GOULD, GUINNESS LTD., Land Department.: [561, 259, 689, 300]
ad-heading: DEERSKINS! DEERSKINS!: [875, 683, 921, 701]
ad-body: We shall be pleased to quote Owners and Breeders lowest Rates for Insurance of Stallions, Brood Mares, Foals, Horses in Training and Racing.: [561, 856, 689, 877]
ad-signature: H. G. LIVINGSTONE and CO., Auctioneers and Valuers, 108 Hereford street.: [743, 407, 826, 426]
ad-reference: 2141: [950, 329, 962, 336]
column-1: [12, 44, 148, 1446]
ad-body: converted into TWO FINE SELF-CONTAINED FLATS. Upstairs: Lounge, 2 Bedrooms, Kitchen, Bathroom. Downstairs: 3 Rooms, Kitchen, Bathroom. VACANT POSSESSION ASSURED. Occupies a fine quarter-acre section.: [697, 186, 826, 220]
ad-reference: Phone 35-651: [794, 426, 826, 433]
ad-signature: PYNE, GOULD, GUINNESS LTD., Auctioneers.: [597, 171, 689, 184]
ad-signature: PYNE, GOULD, GUINNESS LTD., Land Department.: [597, 389, 689, 402]
classified-ad: [425, 440, 552, 522]
ad-reference: 2178: [677, 184, 689, 191]
ad-reference: Folio 8-609: [663, 504, 689, 511]
ad-signature: SMITHS CITY MARKET, LTD., Auctioneers.: [876, 490, 962, 503]
ad-heading: H. T. PENROSE and CO. IN THE SUPREME COURT OF NEW ZEALAND CANTERBURY DISTRICT.: [428, 59, 550, 109]
classified-ad: [834, 681, 961, 742]
column-heading: AUCTIONS: [562, 44, 689, 55]
ad-heading: SPECIAL! CLEARING SALE.: [457, 442, 521, 460]
ad-body: C. M. DAY LTD., Auctioneers, HAMILTON. Acting on instructions from the KING COUNTRY SAWMILLING CO., LTD., we will sell at THE MILL, 15 MILES FROM MATAHIWI, Wanganui, on WEDNESDAY, JULY 3rd, 1946, AT 10 A.M. THE COMPLETE MILL PLANT, incl. Steam Engine and Boiler, Bush Steam Hauler, Breaking-down Bench, Re-saw Bench, Docking Saw, Planer, Tractor, Trucks, Wire Rope, Timber Tramway, Huts, Cookhouse and Equipment.: [152, 431, 280, 493]
ad-signature: NATIONAL MORTGAGE AND AGENCY CO. OF N.Z. LTD., H. MATSON AND COMPANY, Auctioneers in Conjunction.: [305, 360, 417, 385]
ad-signature: REN GREER and CO., LTD., 181 MADRAS STREET, CHRISTCHURCH.: [885, 718, 962, 737]
column-3: [285, 44, 421, 1446]
ad-heading: SMITHS CITY MARKET, LTD.: [846, 436, 950, 446]
ad-body: MADAME RAYNE, Specialist in Electrolysis, for the permanent removal of Superfluous Hair.: [970, 539, 1098, 553]
ad-heading: H. T. PENROSE. CLOSE TO PAPANUI RD. NEWLY RENOVATED TWO-STOREY HOUSE, SUBDIVIDED INTO 2 FLATS.: [425, 265, 553, 309]
ad-reference: 2165: [541, 429, 553, 436]
classified-ad: [425, 57, 552, 198]
